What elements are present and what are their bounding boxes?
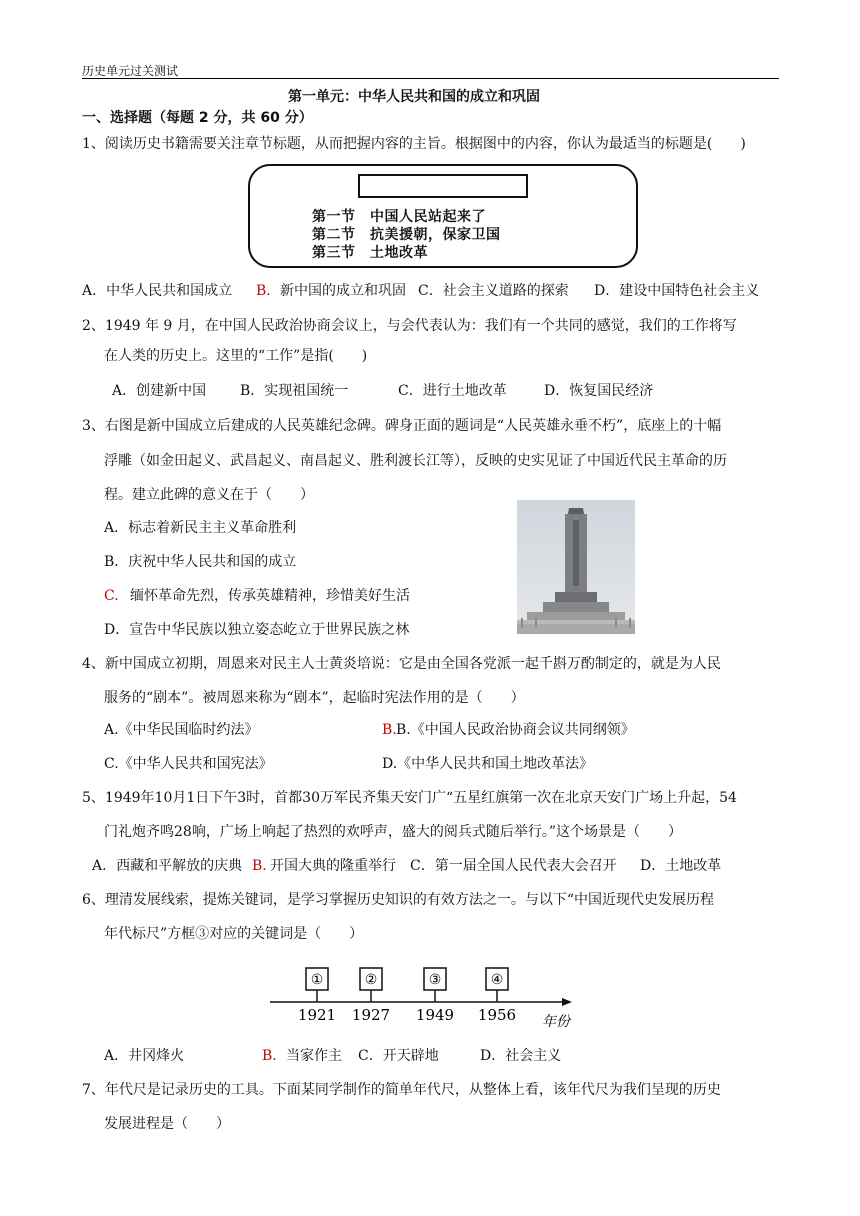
q4-option-b-letter: B. — [382, 722, 397, 738]
q5-option-d: D．土地改革 — [640, 858, 722, 874]
q5-stem-line2: 门礼炮齐鸣28响，广场上响起了热烈的欢呼声，盛大的阅兵式随后举行。”这个场景是（ ） — [104, 824, 682, 840]
q2-option-a: A．创建新中国 — [112, 383, 207, 399]
q1-option-d: D．建设中国特色社会主义 — [594, 283, 760, 299]
timeline-axis-label: 年份 — [542, 1014, 570, 1030]
section-heading: 一、选择题（每题 2 分，共 60 分） — [82, 110, 313, 126]
q7-stem-line1: 7、年代尺是记录历史的工具。下面某同学制作的简单年代尺，从整体上看，该年代尺为我们呈现的历史 — [82, 1082, 721, 1098]
q6-stem-line1: 6、理清发展线索，提炼关键词，是学习掌握历史知识的有效方法之一。与以下“中国近现代史发展历程 — [82, 892, 715, 908]
q6-option-b: 当家作主 — [286, 1048, 342, 1064]
q4-option-a: A.《中华民国临时约法》 — [104, 722, 259, 738]
timeline-arrow-icon — [562, 998, 572, 1006]
q3-option-a: A．标志着新民主主义革命胜利 — [104, 520, 297, 536]
header-divider — [82, 78, 779, 79]
timeline-year-3: 1949 — [415, 1006, 455, 1024]
q5-option-b: 开国大典的隆重举行 — [270, 858, 396, 874]
q6-timeline — [270, 960, 590, 1032]
q2-option-d: D．恢复国民经济 — [544, 383, 654, 399]
timeline-mark-4: ④ — [490, 972, 504, 988]
q6-option-c: C．开天辟地 — [358, 1048, 439, 1064]
q3-stem-line2: 浮雕（如金田起义、武昌起义、南昌起义、胜利渡长江等），反映的史实见证了中国近代民主革命的历 — [104, 453, 727, 469]
page-header: 历史单元过关测试 — [82, 64, 179, 78]
unit-title: 第一单元：中华人民共和国的成立和巩固 — [288, 89, 540, 105]
q5-option-c: C．第一届全国人民代表大会召开 — [410, 858, 617, 874]
q3-option-b: B．庆祝中华人民共和国的成立 — [104, 554, 297, 570]
q3-option-c-letter: C. — [104, 588, 119, 604]
q5-option-b-letter: B. — [252, 858, 267, 874]
timeline-year-2: 1927 — [351, 1006, 391, 1024]
q2-stem-line2: 在人类的历史上。这里的“工作”是指( ) — [104, 348, 368, 364]
q4-stem-line1: 4、新中国成立初期，周恩来对民主人士黄炎培说：它是由全国各党派一起千斟万酌制定的，就是为人民 — [82, 656, 721, 672]
q1-option-c: C．社会主义道路的探索 — [418, 283, 569, 299]
q2-option-b: B．实现祖国统一 — [240, 383, 349, 399]
q6-option-b-letter: B. — [262, 1048, 277, 1064]
q2-option-c: C．进行土地改革 — [398, 383, 507, 399]
q6-stem-line2: 年代标尺”方框③对应的关键词是（ ） — [104, 926, 364, 942]
q3-stem-line3: 程。建立此碑的意义在于（ ） — [104, 487, 314, 503]
q6-option-d: D．社会主义 — [480, 1048, 562, 1064]
q4-option-b: B.《中国人民政治协商会议共同纲领》 — [396, 722, 635, 738]
q6-option-a: A．井冈烽火 — [104, 1048, 185, 1064]
q1-stem: 1、阅读历史书籍需要关注章节标题，从而把握内容的主旨。根据图中的内容，你认为最适当的标题是( ) — [82, 136, 746, 152]
q4-option-c: C.《中华人民共和国宪法》 — [104, 756, 273, 772]
q4-option-d: D.《中华人民共和国土地改革法》 — [382, 756, 594, 772]
q1-option-b: 新中国的成立和巩固 — [280, 283, 406, 299]
q3-stem-line1: 3、右图是新中国成立后建成的人民英雄纪念碑。碑身正面的题词是“人民英雄永垂不朽”，底座上的十幅 — [82, 418, 722, 434]
q1-option-a: A．中华人民共和国成立 — [82, 283, 233, 299]
q3-option-c: 缅怀革命先烈，传承英雄精神，珍惜美好生活 — [130, 588, 410, 604]
timeline-year-1: 1921 — [297, 1006, 337, 1024]
monument-photo — [517, 500, 635, 634]
q1-blank-title-box — [358, 174, 528, 198]
timeline-mark-1: ① — [310, 972, 324, 988]
q5-stem-line1: 5、1949年10月1日下午3时，首都30万军民齐集天安门广“五星红旗第一次在北京天安门广场上升起，54 — [82, 790, 737, 806]
q5-option-a: A．西藏和平解放的庆典 — [92, 858, 243, 874]
q2-stem-line1: 2、1949 年 9 月，在中国人民政治协商会议上，与会代表认为：我们有一个共同的感觉，我们的工作将写 — [82, 318, 737, 334]
timeline-mark-2: ② — [364, 972, 378, 988]
timeline-mark-3: ③ — [428, 972, 442, 988]
timeline-year-4: 1956 — [477, 1006, 517, 1024]
q3-option-d: D．宣告中华民族以独立姿态屹立于世界民族之林 — [104, 622, 410, 638]
q4-stem-line2: 服务的“剧本”。被周恩来称为“剧本”，起临时宪法作用的是（ ） — [104, 690, 525, 706]
q1-section-1: 第一节 中国人民站起来了 — [312, 209, 486, 225]
q1-section-2: 第二节 抗美援朝，保家卫国 — [312, 227, 501, 243]
q1-section-3: 第三节 土地改革 — [312, 245, 428, 261]
q1-option-b-letter: B. — [256, 283, 271, 299]
q7-stem-line2: 发展进程是（ ） — [104, 1116, 230, 1132]
